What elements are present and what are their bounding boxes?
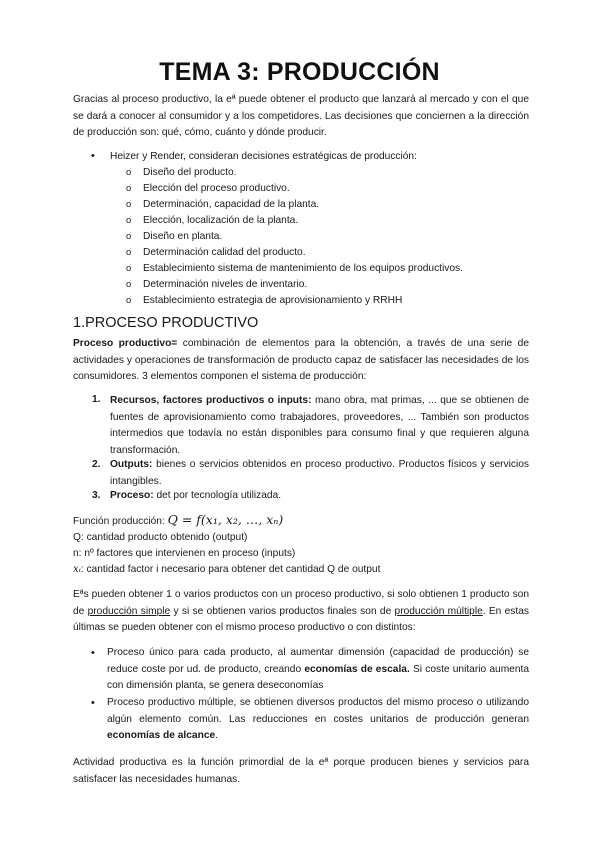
circle-bullet-icon: o bbox=[126, 199, 132, 210]
element-item bbox=[110, 457, 529, 490]
element-term: Recursos, factores productivos o inputs: bbox=[110, 395, 312, 406]
element-text: bienes o servicios obtenidos en proceso productivo. Productos físicos y servicios intangibles. bbox=[110, 459, 529, 487]
bullet-text: . bbox=[215, 730, 218, 741]
bullet-bold-term: economías de alcance bbox=[107, 730, 216, 741]
bullet-item bbox=[107, 695, 529, 745]
closing-paragraph: Actividad productiva es la función primordial de la eª porque producen bienes y servicios para satisfacer las necesidades humanas. bbox=[73, 757, 529, 785]
definition-text: combinación de elementos para la obtención, a través de una serie de actividades y operaciones de transformación de producto capaz de satisfacer las necesidades de los consumidores. 3 elementos componen el sistema de producción: bbox=[73, 338, 529, 382]
heizer-item: Establecimiento sistema de mantenimiento de los equipos productivos. bbox=[143, 263, 463, 274]
bullet-icon: • bbox=[91, 697, 95, 709]
circle-bullet-icon: o bbox=[126, 263, 132, 274]
page-title: TEMA 3: PRODUCCIÓN bbox=[159, 58, 440, 86]
heizer-item: Determinación, capacidad de la planta. bbox=[143, 199, 320, 210]
heizer-item: Elección del proceso productivo. bbox=[143, 183, 290, 194]
function-formula: Q = f(x₁, x₂, …, xₙ) bbox=[167, 512, 284, 527]
element-item bbox=[110, 393, 529, 459]
circle-bullet-icon: o bbox=[126, 295, 132, 306]
list-number: 1. bbox=[92, 394, 101, 405]
eas-text: y si se obtienen varios productos finales son de bbox=[170, 605, 395, 617]
produccion-simple-term: producción simple bbox=[87, 605, 171, 617]
xi-text: : cantidad factor i necesario para obtener det cantidad Q de output bbox=[80, 564, 381, 575]
heizer-item: Diseño del producto. bbox=[143, 167, 237, 178]
element-item bbox=[110, 488, 529, 505]
definition-term: Proceso productivo= bbox=[73, 338, 178, 349]
n-definition: n: nº factores que intervienen en proceso (inputs) bbox=[73, 548, 296, 559]
element-text: mano obra, mat primas, ... que se obtienen de fuentes de aprovisionamiento como trabajadores, proveedores, ... También son productos intermedios que todavía no están disponibles para consumo final y que requieren alguna transformación. bbox=[110, 395, 529, 456]
heizer-item: Determinación niveles de inventario. bbox=[143, 279, 308, 290]
function-label: Función producción: bbox=[73, 516, 165, 527]
bullet-bold-term: economías de escala. bbox=[304, 663, 410, 675]
list-number: 3. bbox=[92, 490, 101, 501]
circle-bullet-icon: o bbox=[126, 215, 132, 226]
element-term: Outputs: bbox=[110, 459, 153, 470]
definition-paragraph bbox=[73, 336, 529, 386]
heizer-item: Determinación calidad del producto. bbox=[143, 247, 306, 258]
eas-text: Eªs pueden obtener 1 o varios productos con un proceso productivo, si solo obtienen 1 producto son de bbox=[73, 589, 529, 617]
bullet-text: Si coste unitario aumenta con dimensión planta, se genera deseconomías bbox=[107, 663, 530, 691]
bullet-icon: • bbox=[91, 647, 95, 659]
heizer-item: Elección, localización de la planta. bbox=[143, 215, 299, 226]
circle-bullet-icon: o bbox=[126, 247, 132, 258]
heizer-item: Establecimiento estrategia de aprovisionamiento y RRHH bbox=[143, 295, 403, 306]
heizer-lead: Heizer y Render, consideran decisiones estratégicas de producción: bbox=[110, 151, 417, 162]
eas-paragraph bbox=[73, 587, 529, 637]
heizer-item: Diseño en planta. bbox=[143, 231, 223, 242]
q-definition: Q: cantidad producto obtenido (output) bbox=[73, 532, 248, 543]
element-text: det por tecnología utilizada. bbox=[153, 490, 282, 501]
element-term: Proceso: bbox=[110, 490, 154, 501]
list-number: 2. bbox=[92, 459, 101, 470]
produccion-multiple-term: producción múltiple bbox=[394, 605, 483, 617]
circle-bullet-icon: o bbox=[126, 231, 132, 242]
circle-bullet-icon: o bbox=[126, 279, 132, 290]
xi-definition bbox=[73, 562, 529, 579]
bullet-item bbox=[107, 645, 529, 695]
bullet-text: Proceso productivo múltiple, se obtienen diversos productos del mismo proceso o utilizando algún elemento común. Las reducciones en costes unitarios de producción generan bbox=[107, 697, 529, 725]
circle-bullet-icon: o bbox=[126, 167, 132, 178]
intro-paragraph: Gracias al proceso productivo, la eª puede obtener el producto que lanzará al mercado y con el que se dará a conocer al consumidor y a los competidores. Las decisiones que conciernen a la dirección de producción son: qué, cómo, cuánto y dónde producir. bbox=[73, 94, 529, 138]
section-heading: 1.PROCESO PRODUCTIVO bbox=[73, 315, 259, 331]
bullet-text: Proceso único para cada producto, al aumentar dimensión (capacidad de producción) se reduce coste por ud. de producto, creando bbox=[107, 647, 529, 675]
eas-text: . En estas últimas se pueden obtener con el mismo proceso productivo o con distintos: bbox=[73, 605, 529, 633]
circle-bullet-icon: o bbox=[126, 183, 132, 194]
xi-symbol: xᵢ bbox=[73, 564, 81, 575]
production-function bbox=[73, 512, 529, 531]
bullet-icon: • bbox=[91, 150, 95, 162]
